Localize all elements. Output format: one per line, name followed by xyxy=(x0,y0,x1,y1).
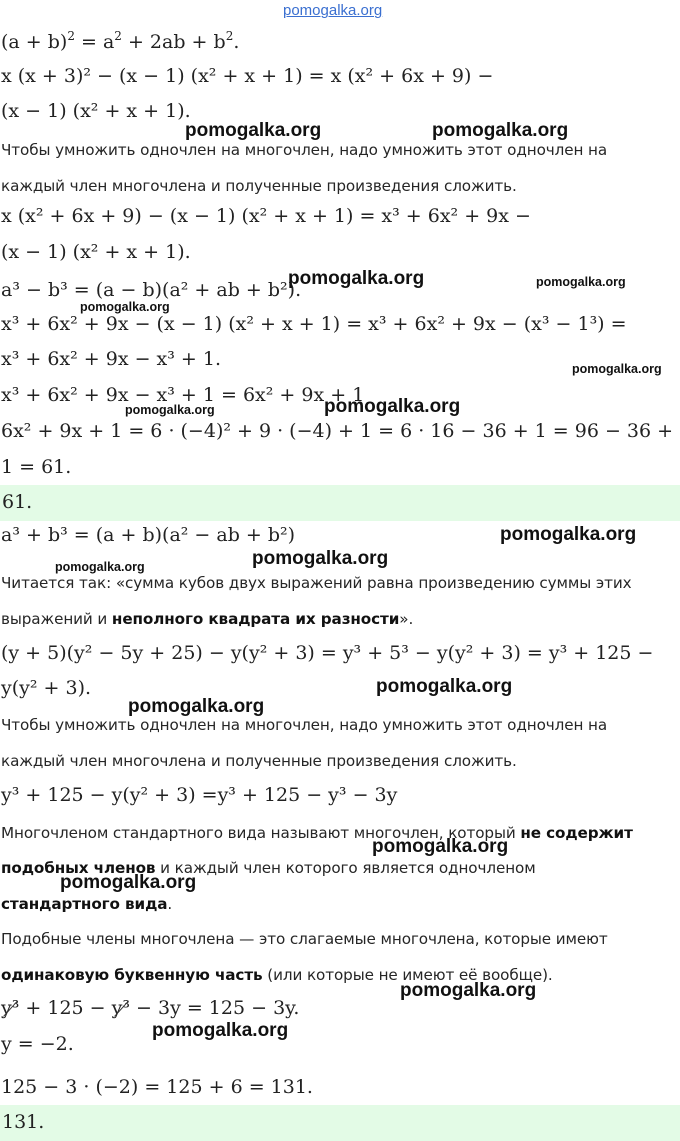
watermark: pomogalka.org xyxy=(572,362,662,376)
rule-text: Подобные члены многочлена — это слагаемые многочлена, которые имеют xyxy=(1,930,608,948)
watermark: pomogalka.org xyxy=(376,676,513,697)
watermark: pomogalka.org xyxy=(500,524,637,545)
result-line: 125 − 3 · (−2) = 125 + 6 = 131. xyxy=(1,1076,313,1098)
watermark: pomogalka.org xyxy=(185,120,322,141)
rule-text: Читается так: «сумма кубов двух выражений равна произведению суммы этих xyxy=(1,574,632,592)
watermark: pomogalka.org xyxy=(252,548,389,569)
watermark: pomogalka.org xyxy=(55,560,145,574)
formula-sum-of-cubes: a³ + b³ = (a + b)(a² − ab + b²) xyxy=(1,524,296,546)
answer-value: 131. xyxy=(2,1111,45,1133)
watermark: pomogalka.org xyxy=(536,275,626,289)
expression-line: x³ + 6x² + 9x − (x − 1) (x² + x + 1) = x³ + 6x² + 9x − (x³ − 1³) = xyxy=(1,313,627,335)
watermark: pomogalka.org xyxy=(152,1020,289,1041)
variable-value: y = −2. xyxy=(1,1033,74,1055)
rule-text: каждый член многочлена и полученные произведения сложить. xyxy=(1,177,517,195)
expression-line: x (x + 3)² − (x − 1) (x² + x + 1) = x (x² + 6x + 9) − xyxy=(1,65,494,87)
rule-text: каждый член многочлена и полученные произведения сложить. xyxy=(1,752,517,770)
result-line: 1 = 61. xyxy=(1,456,72,478)
top-watermark[interactable]: pomogalka.org xyxy=(283,2,383,19)
cancelled-term: y³ xyxy=(111,997,130,1019)
formula-square-of-sum: $(a + b)^2 = a^2 + 2ab + b^2$. xyxy=(1,29,240,53)
rule-text: выражений и неполного квадрата их разности». xyxy=(1,610,414,628)
cancelled-term: y³ xyxy=(1,997,20,1019)
expression-line: x³ + 6x² + 9x − x³ + 1. xyxy=(1,348,222,370)
answer-value: 61. xyxy=(2,491,33,513)
watermark: pomogalka.org xyxy=(372,836,509,857)
rule-text: Чтобы умножить одночлен на многочлен, надо умножить этот одночлен на xyxy=(1,141,608,159)
watermark: pomogalka.org xyxy=(125,403,215,417)
substitution-line: 6x² + 9x + 1 = 6 · (−4)² + 9 · (−4) + 1 = 6 · 16 − 36 + 1 = 96 − 36 + xyxy=(1,420,674,442)
watermark: pomogalka.org xyxy=(288,268,425,289)
expression-line: (y + 5)(y² − 5y + 25) − y(y² + 3) = y³ + 5³ − y(y² + 3) = y³ + 125 − xyxy=(1,642,654,664)
expression-line: x (x² + 6x + 9) − (x − 1) (x² + x + 1) = x³ + 6x² + 9x − xyxy=(1,205,531,227)
simplification-line: y³ + 125 − y³ − 3y = 125 − 3y. xyxy=(1,997,300,1019)
expression-line: y(y² + 3). xyxy=(1,677,92,699)
formula-difference-of-cubes: a³ − b³ = (a − b)(a² + ab + b²). xyxy=(1,279,302,301)
watermark: pomogalka.org xyxy=(128,696,265,717)
rule-text: стандартного вида. xyxy=(1,895,173,913)
rule-text: подобных членов и каждый член которого является одночленом xyxy=(1,859,536,877)
expression-line: y³ + 125 − y(y² + 3) =y³ + 125 − y³ − 3y xyxy=(1,784,398,806)
rule-text: Чтобы умножить одночлен на многочлен, надо умножить этот одночлен на xyxy=(1,716,608,734)
answer-band xyxy=(0,1105,680,1141)
expression-line: (x − 1) (x² + x + 1). xyxy=(1,100,191,122)
watermark: pomogalka.org xyxy=(324,396,461,417)
watermark: pomogalka.org xyxy=(80,300,170,314)
watermark: pomogalka.org xyxy=(400,980,537,1001)
expression-line: x³ + 6x² + 9x − x³ + 1 = 6x² + 9x + 1 xyxy=(1,384,365,406)
rule-text: одинаковую буквенную часть (или которые не имеют её вообще). xyxy=(1,966,553,984)
answer-band xyxy=(0,485,680,521)
rule-text: Многочленом стандартного вида называют многочлен, который не содержит xyxy=(1,824,633,842)
expression-line: (x − 1) (x² + x + 1). xyxy=(1,241,191,263)
watermark: pomogalka.org xyxy=(432,120,569,141)
watermark: pomogalka.org xyxy=(60,872,197,893)
